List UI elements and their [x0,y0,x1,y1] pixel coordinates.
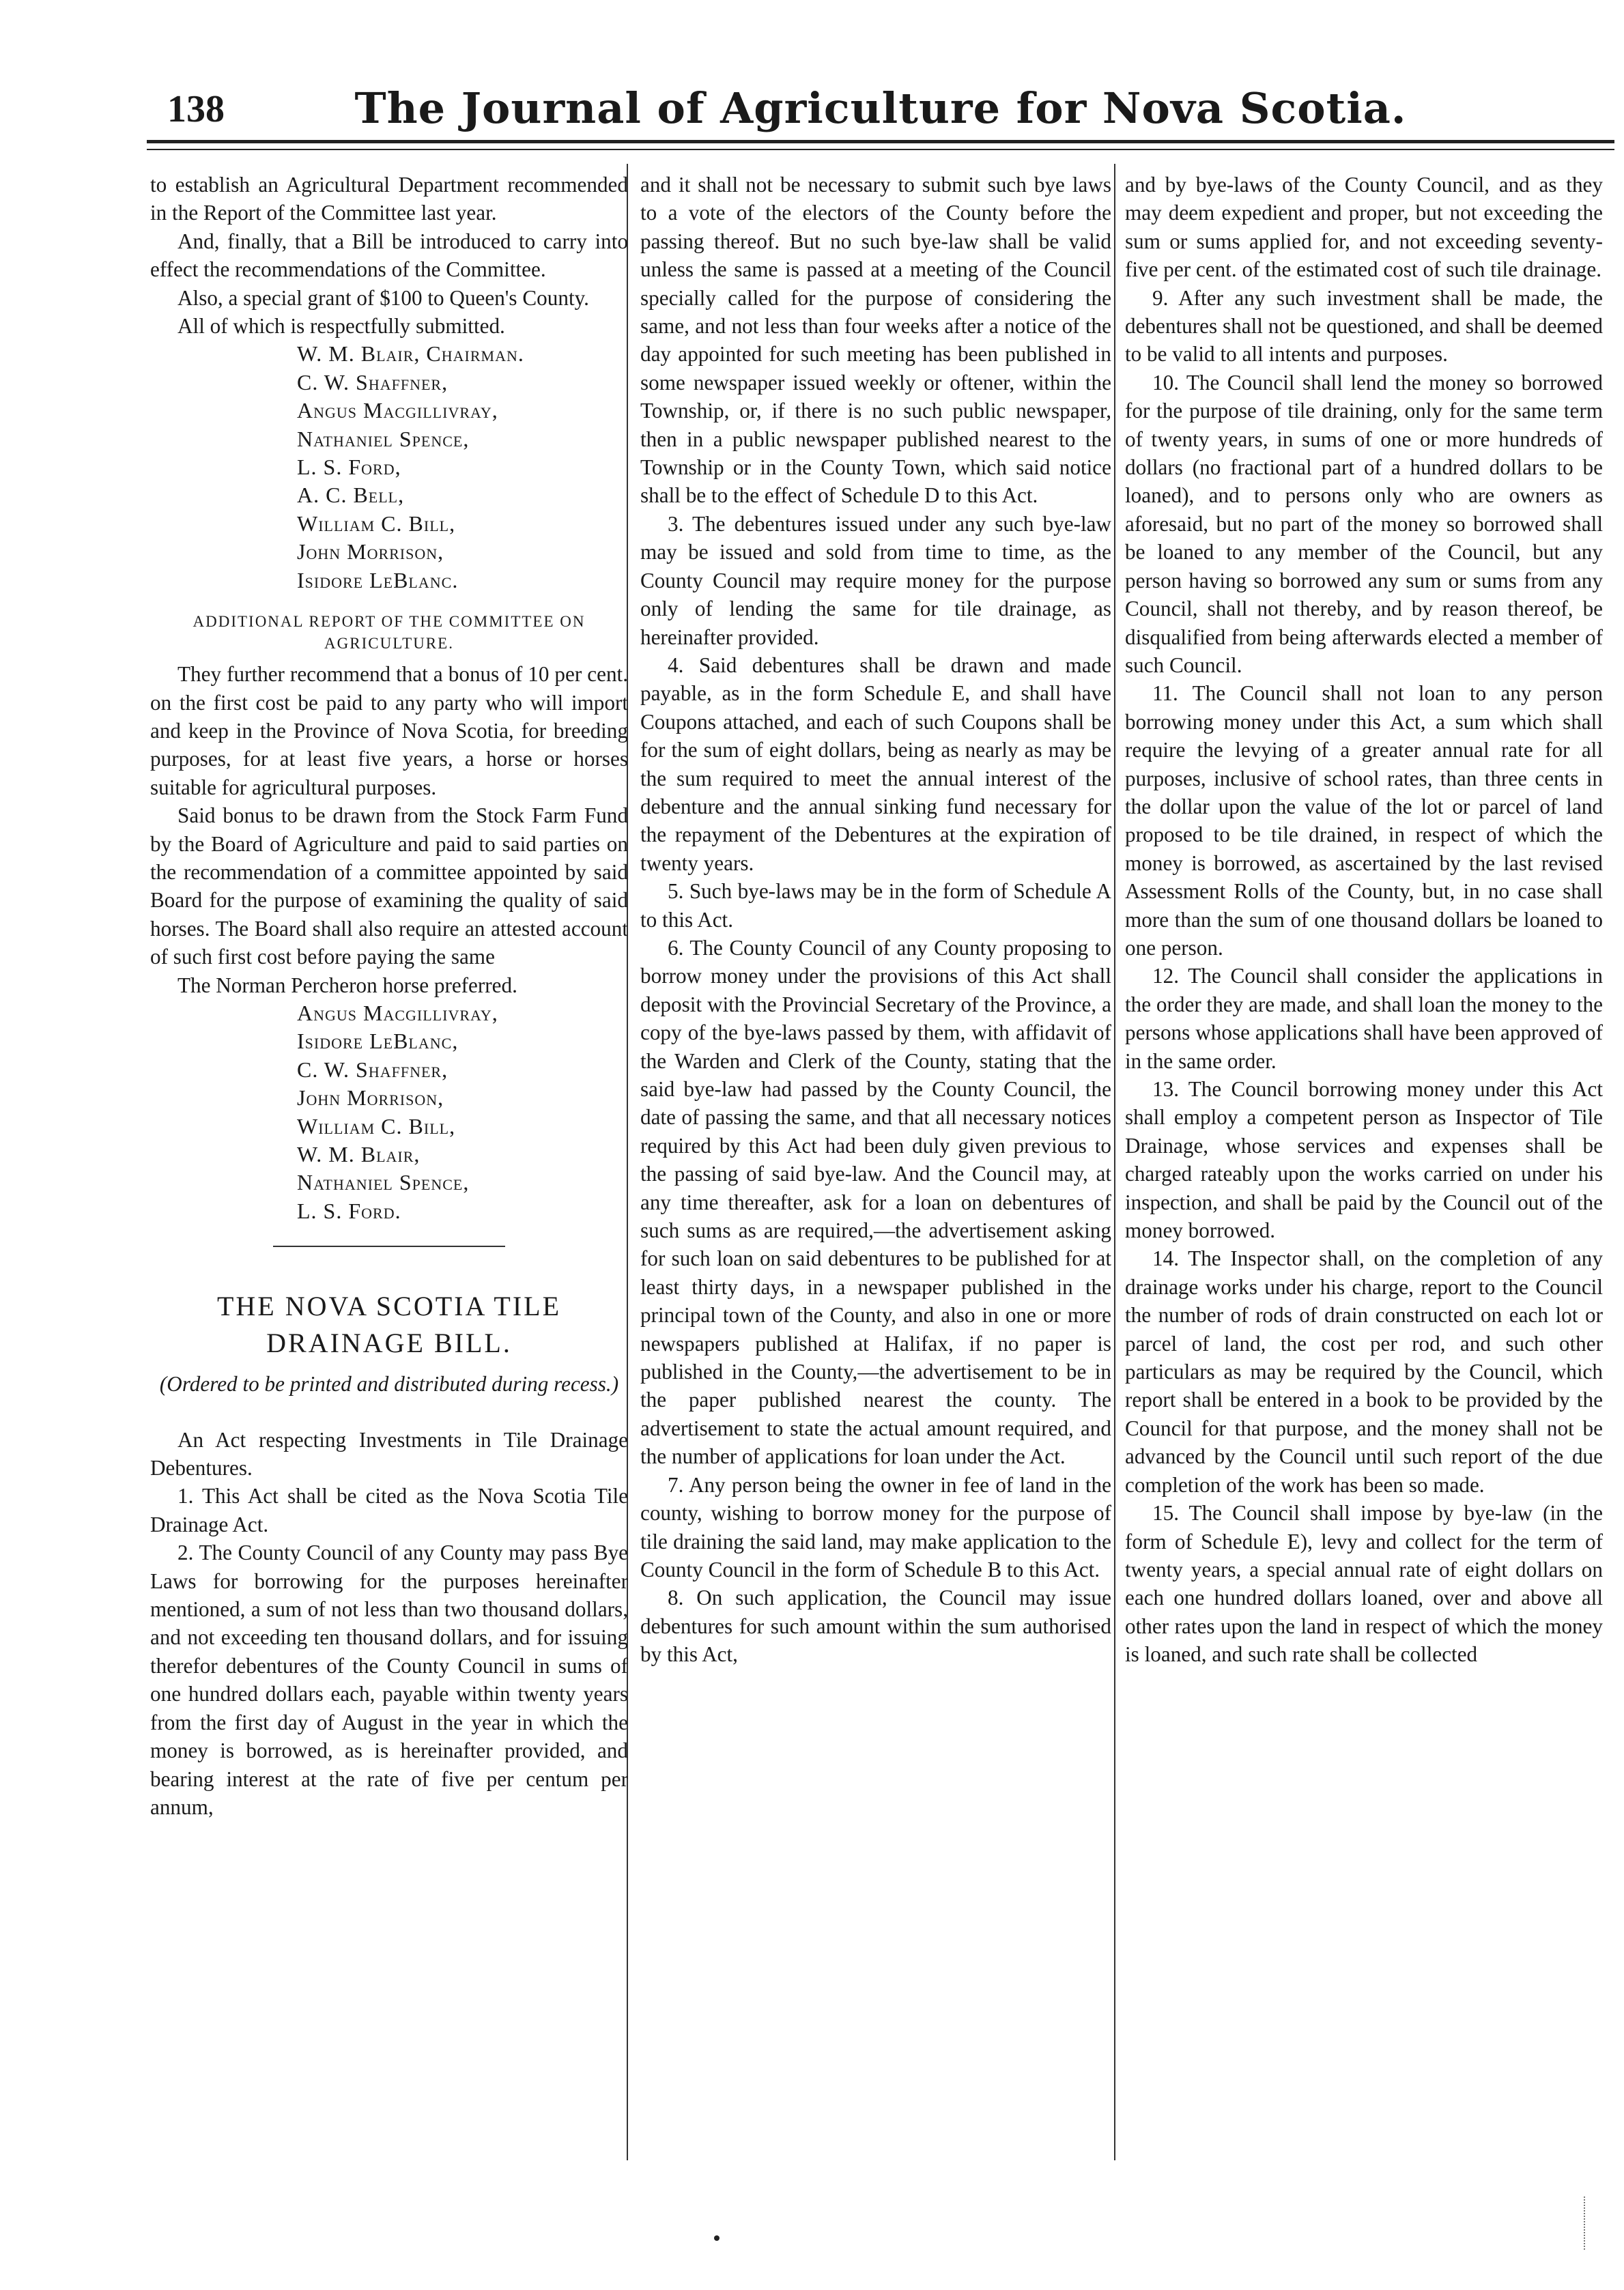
signature: Nathaniel Spence, [297,1170,470,1195]
signature-block [150,340,628,595]
signature: A. C. Bell, [297,483,405,508]
section-12: 12. The Council shall consider the applications in the order they are made, and shall loan the money to the persons whose applications shall have been approved of in the same order. [1125,964,1603,1073]
page-header [147,81,1614,142]
signature: Nathaniel Spence, [297,426,470,451]
section-3: 3. The debentures issued under any such bye-law may be issued and sold from time to time, as the County Council may require money for the purpose only of lending the same for tile drainage, as hereinafter provided. [640,511,1111,649]
journal-title: The Journal of Agriculture for Nova Scotia. [354,83,1407,133]
paragraph: and by bye-laws of the County Council, and as they may deem expedient and proper, but not exceeding the sum or sums applied for, and not exceeding seventy-five per cent. of the estimated cost of such tile drainage. [1125,173,1603,282]
signature: Angus Macgillivray, [297,398,498,423]
signature: L. S. Ford. [297,1198,401,1223]
section-15: 15. The Council shall impose by bye-law (in the form of Schedule E), levy and collect for the term of twenty years, a special annual rate of eight dollars on each one hundred dollars loaned, over and above all other rates upon the land in respect of which the money is loaned, and such rate shall be collected [1125,1501,1603,1667]
header-rule [147,140,1614,143]
paragraph: Said bonus to be drawn from the Stock Farm Fund by the Board of Agriculture and paid to said parties on the recommendation of a committee appointed by said Board for the purpose of examining the quality of said horses. The Board shall also require an attested account of such first cost before paying the same [150,803,628,969]
paragraph: to establish an Agricultural Department recommended in the Report of the Committee last year. [150,173,628,225]
section-2: 2. The County Council of any County may pass Bye Laws for borrowing for the purposes hereinafter mentioned, a sum of not less than two thousand dollars, and not exceeding ten thousand dollars, and for issuing therefor debentures of the County Council in sums of one hundred dollars each, payable within twenty years from the first day of August in the year in which the money is borrowed, as is hereinafter provided, and bearing interest at the rate of five per centum per annum, [150,1541,628,1819]
act-title: An Act respecting Investments in Tile Drainage Debentures. [150,1427,628,1480]
paragraph: and it shall not be necessary to submit such bye laws to a vote of the electors of the County before the passing thereof. But no such bye-law shall be valid unless the same is passed at a meeting of the Council specially called for the purpose of considering the same, and not less than four weeks after a notice of the day appointed for such meeting has been published in some newspaper issued weekly or oftener, within the Township, or, if there is no such public newspaper, then in a public newspaper published nearest to the Township or in the County Town, which said notice shall be to the effect of Schedule D to this Act. [640,173,1111,508]
paragraph: They further recommend that a bonus of 10 per cent. on the first cost be paid to any party who will import and keep in the Province of Nova Scotia, for breeding purposes, for at least five years, a horse or horses suitable for agricultural purposes. [150,662,628,799]
signature: C. W. Shaffner, [297,1057,448,1082]
margin-mark [1584,2196,1597,2250]
section-9: 9. After any such investment shall be made, the debentures shall not be questioned, and shall be deemed to be valid to all intents and purposes. [1125,285,1603,367]
section-11: 11. The Council shall not loan to any person borrowing money under this Act, a sum which shall require the levying of a greater annual rate for all purposes, inclusive of school rates, than three cents in the dollar upon the value of the lot or parcel of land proposed to be tile drained, in respect of which the money is borrowed, as ascertained by the last revised Assessment Rolls of the County, but, in no case shall more than the sum of one thousand dollars be loaned to one person. [1125,681,1603,960]
signature: L. S. Ford, [297,455,401,480]
section-4: 4. Said debentures shall be drawn and made payable, as in the form Schedule E, and shall have Coupons attached, and each of such Coupons shall be for the sum of eight dollars, being as nearly as may be the sum required to meet the annual interest of the debenture and the annual sinking fund necessary for the repayment of the Debentures at the expiration of twenty years. [640,653,1111,875]
paragraph: The Norman Percheron horse preferred. [177,973,517,997]
paragraph: And, finally, that a Bill be introduced to carry into effect the recommendations of the Committee. [150,229,628,282]
signature-block [150,999,628,1225]
signature: W. M. Blair, Chairman. [297,341,524,367]
section-heading: ADDITIONAL REPORT OF THE COMMITTEE ON AGRICULTURE. [193,613,586,653]
signature: C. W. Shaffner, [297,369,448,395]
column-divider [1114,164,1115,2160]
section-14: 14. The Inspector shall, on the completion of any drainage works under his charge, report to the Council the number of rods of drain constructed on each lot or parcel of land, the cost per rod, and such other particulars as may be required by the Council, which report shall be entered in a book to be provided by the Council for that purpose, and the money shall not be advanced by the Council until such report of the due completion of the work has been so made. [1125,1246,1603,1497]
print-dot [714,2235,720,2241]
section-10: 10. The Council shall lend the money so borrowed for the purpose of tile draining, only for the same term of twenty years, in sums of one or more hundreds of dollars (no fractional part of a hundred dollars to be loaned), and to persons only who are owners as aforesaid, but no part of the money so borrowed shall be loaned to any member of the Council, but any person having so borrowed any sum or sums from any Council, shall not thereby, and by reason thereof, be disqualified from being afterwards elected a member of such Council. [1125,370,1603,677]
paragraph: All of which is respectfully submitted. [177,314,505,339]
column-3 [1125,171,1603,1669]
signature: William C. Bill, [297,1113,456,1139]
column-1 [150,171,628,1821]
paragraph: Also, a special grant of $100 to Queen's County. [177,285,589,310]
column-2 [640,171,1111,1669]
section-8: 8. On such application, the Council may issue debentures for such amount within the sum authorised by this Act, [640,1586,1111,1667]
page-number: 138 [167,88,225,130]
section-divider [273,1246,505,1247]
signature: Isidore LeBlanc. [297,567,459,592]
header-rule-thin [147,149,1614,150]
signature: Angus Macgillivray, [297,1000,498,1025]
signature: W. M. Blair, [297,1142,421,1167]
signature: John Morrison, [297,539,444,564]
section-6: 6. The County Council of any County proposing to borrow money under the provisions of this Act shall deposit with the Provincial Secretary of the Province, a copy of the bye-laws passed by them, with affidavit of the Warden and Clerk of the County, stating that the said bye-law had passed by the County Council, the date of passing the same, and that all necessary notices required by this Act had been duly given previous to the passing of said bye-law. And the Council may, at any time thereafter, ask for a loan on debentures of such sums as are required,—the advertisement asking for such loan on said debentures to be published for at least thirty days, in a newspaper published in the principal town of the County, and also in one or more newspapers published at Halifax, if no paper is published in the County,—the advertisement to be in the paper published nearest the county. The advertisement to state the actual amount required, and the number of applications for loan under the Act. [640,935,1111,1469]
bill-title: THE NOVA SCOTIA TILE DRAINAGE BILL. [216,1291,562,1359]
signature: Isidore LeBlanc, [297,1029,459,1054]
section-13: 13. The Council borrowing money under this Act shall employ a competent person as Inspector of Tile Drainage, whose services and expenses shall be charged rateably upon the works carried on under his inspection, and shall be paid by the Council out of the money borrowed. [1125,1077,1603,1243]
ordered-note: (Ordered to be printed and distributed during recess.) [159,1372,619,1397]
signature: John Morrison, [297,1085,444,1111]
section-5: 5. Such bye-laws may be in the form of Schedule A to this Act. [640,879,1111,932]
section-7: 7. Any person being the owner in fee of land in the county, wishing to borrow money for the purpose of tile draining the said land, may make application to the County Council in the form of Schedule B to this Act. [640,1472,1111,1581]
signature: William C. Bill, [297,511,456,536]
section-1: 1. This Act shall be cited as the Nova Scotia Tile Drainage Act. [150,1484,628,1536]
